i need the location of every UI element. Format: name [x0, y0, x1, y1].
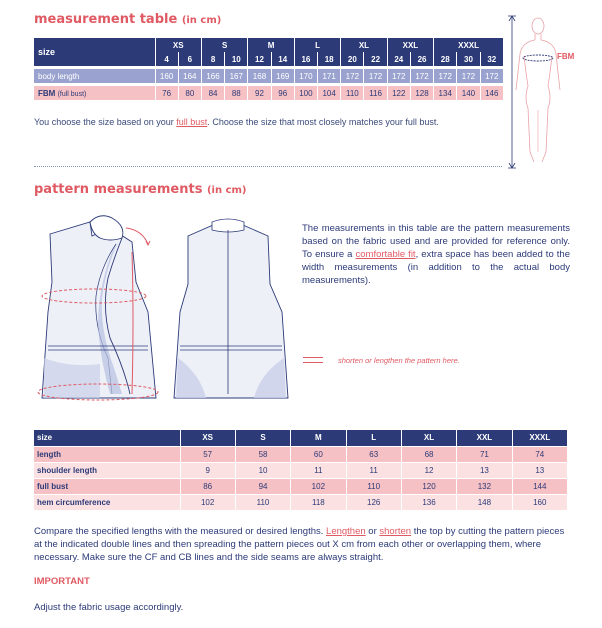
note-text: . Choose the size that most closely matches your full bust.	[207, 117, 439, 127]
full-bust-link[interactable]: full bust	[176, 117, 208, 127]
size-number: 32	[480, 52, 503, 66]
size-number: 10	[225, 52, 248, 66]
pattern-header-cell: S	[235, 430, 290, 446]
pattern-value: 120	[401, 478, 456, 494]
lengthen-link[interactable]: Lengthen	[326, 526, 366, 537]
size-number: 8	[201, 52, 224, 66]
pattern-value: 118	[291, 494, 346, 510]
measurement-value: 128	[410, 86, 433, 100]
size-name: S	[201, 38, 247, 52]
measurement-value: 167	[225, 69, 248, 83]
size-name: XS	[155, 38, 201, 52]
pattern-measurements-table	[34, 430, 568, 511]
measurement-value: 164	[178, 69, 201, 83]
back-view-illustration	[174, 219, 288, 398]
note-text: You choose the size based on your	[34, 117, 177, 127]
measurement-value: 110	[341, 86, 364, 100]
measurement-value: 84	[201, 86, 224, 100]
measurement-value: 100	[294, 86, 317, 100]
pattern-table-row	[34, 494, 568, 510]
pattern-value: 68	[401, 446, 456, 462]
pattern-row-label: hem circumference	[34, 494, 180, 510]
pattern-table-row	[34, 478, 568, 494]
size-number: 20	[341, 52, 364, 66]
pattern-value: 74	[512, 446, 567, 462]
pattern-title-text: pattern measurements	[34, 182, 203, 197]
pattern-description	[302, 222, 570, 287]
size-number: 30	[457, 52, 480, 66]
pattern-text: , extra space has been added to the width measurements (in addition to the actual body measurements).	[302, 249, 570, 286]
size-name: M	[248, 38, 294, 52]
measurement-table-unit: (in cm)	[181, 15, 222, 26]
pattern-header-cell: XXXL	[512, 430, 567, 446]
comfortable-fit-link[interactable]: comfortable fit	[355, 249, 416, 260]
fbm-label-text: FBM	[38, 88, 56, 98]
size-name: XXXL	[434, 38, 504, 52]
pattern-value: 102	[180, 494, 235, 510]
measurement-value: 160	[155, 69, 178, 83]
measurement-value: 171	[318, 69, 341, 83]
measurement-value: 172	[341, 69, 364, 83]
measurement-value: 88	[225, 86, 248, 100]
body-length-row	[34, 69, 504, 83]
measurement-value: 170	[294, 69, 317, 83]
pattern-header-cell: XXL	[457, 430, 512, 446]
measurement-value: 96	[271, 86, 294, 100]
shorten-lengthen-legend	[303, 354, 503, 368]
pattern-row-label: full bust	[34, 478, 180, 494]
compare-instructions	[34, 525, 574, 564]
pattern-value: 86	[180, 478, 235, 494]
pattern-unit: (in cm)	[206, 185, 247, 196]
pattern-value: 63	[346, 446, 401, 462]
front-view-illustration	[38, 216, 158, 400]
measurement-value: 92	[248, 86, 271, 100]
size-number: 4	[155, 52, 178, 66]
size-number: 12	[248, 52, 271, 66]
measurement-value: 140	[457, 86, 480, 100]
measurement-value: 172	[364, 69, 387, 83]
pattern-value: 126	[346, 494, 401, 510]
pattern-table-header	[34, 430, 568, 446]
pattern-table-row	[34, 462, 568, 478]
measurement-value: 172	[457, 69, 480, 83]
measurement-value: 146	[480, 86, 503, 100]
pattern-value: 144	[512, 478, 567, 494]
size-name: L	[294, 38, 340, 52]
measurement-value: 104	[318, 86, 341, 100]
measurement-table	[34, 38, 504, 100]
pattern-value: 11	[291, 462, 346, 478]
pattern-value: 71	[457, 446, 512, 462]
pattern-row-label: length	[34, 446, 180, 462]
measurement-value: 172	[434, 69, 457, 83]
fbm-figure-label: FBM	[557, 52, 575, 61]
pattern-value: 58	[235, 446, 290, 462]
pattern-text: The measurements in this table are the pattern measurements based on the fabric used and are provided for reference only. To ensure a	[302, 223, 570, 260]
pattern-value: 94	[235, 478, 290, 494]
measurement-value: 80	[178, 86, 201, 100]
body-figure-illustration	[500, 12, 600, 172]
double-line-icon	[303, 357, 323, 363]
measurement-value: 76	[155, 86, 178, 100]
pattern-value: 110	[346, 478, 401, 494]
shorten-link[interactable]: shorten	[379, 526, 412, 537]
pattern-value: 102	[291, 478, 346, 494]
pattern-row-label: shoulder length	[34, 462, 180, 478]
measurement-value: 169	[271, 69, 294, 83]
measurement-value: 172	[387, 69, 410, 83]
size-name: XL	[341, 38, 387, 52]
size-number: 14	[271, 52, 294, 66]
pattern-value: 13	[457, 462, 512, 478]
size-number: 26	[410, 52, 433, 66]
compare-text: the top by cutting the pattern pieces at the indicated double lines and then spreading the pattern pieces out X cm from each other or overlapping them, where necessary. Make sure the CF and CB lines and the side seams are always straight.	[34, 526, 565, 563]
size-number: 28	[434, 52, 457, 66]
pattern-value: 110	[235, 494, 290, 510]
measurement-value: 134	[434, 86, 457, 100]
section-divider	[34, 166, 502, 167]
important-heading: IMPORTANT	[34, 576, 90, 587]
pattern-value: 136	[401, 494, 456, 510]
size-selection-note	[34, 117, 439, 127]
pattern-header-cell: XS	[180, 430, 235, 446]
pattern-header-cell: L	[346, 430, 401, 446]
pattern-value: 9	[180, 462, 235, 478]
size-number: 22	[364, 52, 387, 66]
measurement-value: 116	[364, 86, 387, 100]
size-header: size	[34, 38, 155, 66]
size-number: 6	[178, 52, 201, 66]
pattern-value: 60	[291, 446, 346, 462]
pattern-value: 160	[512, 494, 567, 510]
compare-text: Compare the specified lengths with the measured or desired lengths.	[34, 526, 327, 537]
size-number: 18	[318, 52, 341, 66]
measurement-value: 122	[387, 86, 410, 100]
fbm-sublabel: (full bust)	[57, 90, 87, 98]
important-text: Adjust the fabric usage accordingly.	[34, 602, 184, 613]
size-number: 24	[387, 52, 410, 66]
measurement-value: 172	[480, 69, 503, 83]
pattern-value: 12	[401, 462, 456, 478]
pattern-value: 148	[457, 494, 512, 510]
pattern-value: 10	[235, 462, 290, 478]
shorten-legend-text: shorten or lengthen the pattern here.	[338, 356, 460, 365]
pattern-header-cell: XL	[401, 430, 456, 446]
fbm-label	[34, 86, 155, 100]
pattern-table-row	[34, 446, 568, 462]
body-length-label: body length	[34, 69, 155, 83]
pattern-value: 11	[346, 462, 401, 478]
size-number: 16	[294, 52, 317, 66]
compare-text: or	[365, 526, 380, 537]
pattern-header-cell: size	[34, 430, 180, 446]
measurement-value: 168	[248, 69, 271, 83]
garment-illustrations	[30, 208, 300, 408]
measurement-table-title-text: measurement table	[34, 12, 178, 27]
size-name: XXL	[387, 38, 433, 52]
fbm-row	[34, 86, 504, 100]
pattern-value: 132	[457, 478, 512, 494]
pattern-measurements-title	[34, 182, 247, 197]
measurement-value: 172	[410, 69, 433, 83]
measurement-value: 166	[201, 69, 224, 83]
measurement-table-title	[34, 12, 221, 27]
pattern-header-cell: M	[291, 430, 346, 446]
pattern-value: 13	[512, 462, 567, 478]
pattern-value: 57	[180, 446, 235, 462]
